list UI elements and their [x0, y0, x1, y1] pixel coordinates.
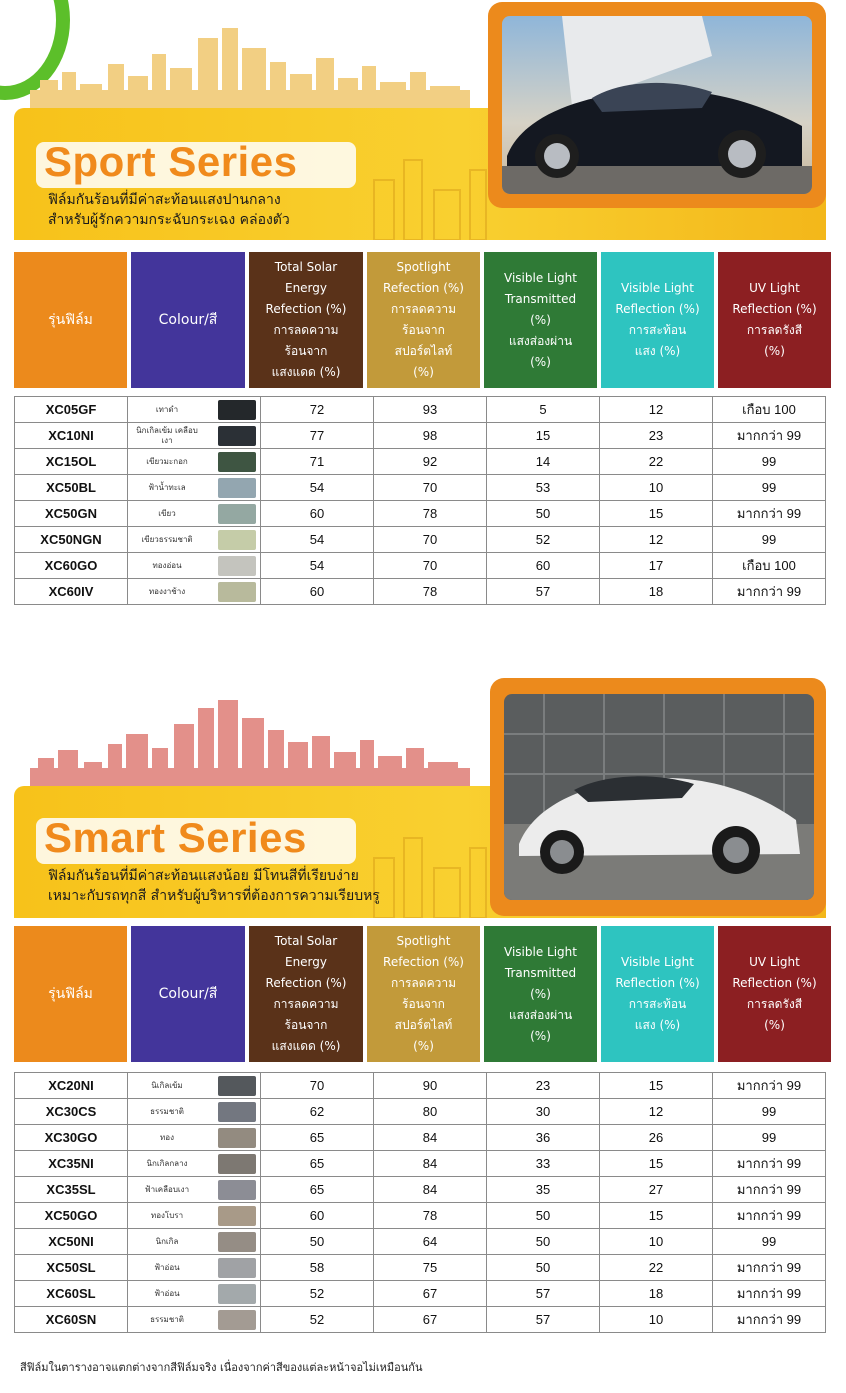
colour-swatch	[218, 1128, 256, 1148]
tser-cell: 71	[261, 449, 374, 475]
vlt-cell: 30	[487, 1099, 600, 1125]
table-row	[15, 1125, 826, 1151]
colour-cell	[128, 475, 261, 501]
spotlight-cell: 67	[374, 1281, 487, 1307]
vlr-cell: 15	[600, 501, 713, 527]
colour-name: นิกเกิล	[155, 1236, 179, 1246]
smart-series-subtitle	[48, 866, 380, 906]
vlr-cell: 18	[600, 579, 713, 605]
colour-cell	[128, 1125, 261, 1151]
spotlight-cell: 70	[374, 527, 487, 553]
spotlight-cell: 93	[374, 397, 487, 423]
table-row	[15, 553, 826, 579]
vlt-cell: 15	[487, 423, 600, 449]
subtitle-line: ฟิล์มกันร้อนที่มีค่าสะท้อนแสงปานกลาง	[48, 192, 281, 208]
vlt-cell: 52	[487, 527, 600, 553]
spotlight-cell: 67	[374, 1307, 487, 1333]
colour-swatch	[218, 1232, 256, 1252]
smart-car-photo	[504, 694, 814, 900]
model-cell: XC20NI	[15, 1073, 128, 1099]
vlt-cell: 36	[487, 1125, 600, 1151]
header-model: รุ่นฟิล์ม	[14, 926, 127, 1062]
colour-swatch	[218, 556, 256, 576]
tser-cell: 65	[261, 1125, 374, 1151]
uv-cell: มากกว่า 99	[713, 579, 826, 605]
vlt-cell: 57	[487, 1307, 600, 1333]
uv-cell: 99	[713, 1125, 826, 1151]
model-cell: XC50NGN	[15, 527, 128, 553]
spotlight-cell: 80	[374, 1099, 487, 1125]
table-row	[15, 1073, 826, 1099]
spotlight-cell: 84	[374, 1151, 487, 1177]
vlr-cell: 22	[600, 449, 713, 475]
colour-cell	[128, 1229, 261, 1255]
colour-swatch	[218, 582, 256, 602]
uv-cell: มากกว่า 99	[713, 501, 826, 527]
colour-cell	[128, 1099, 261, 1125]
colour-name: ธรรมชาติ	[150, 1314, 184, 1324]
spotlight-cell: 92	[374, 449, 487, 475]
model-cell: XC30GO	[15, 1125, 128, 1151]
colour-cell	[128, 553, 261, 579]
table-row	[15, 449, 826, 475]
colour-cell	[128, 501, 261, 527]
vlt-cell: 60	[487, 553, 600, 579]
tser-cell: 70	[261, 1073, 374, 1099]
uv-cell: มากกว่า 99	[713, 1281, 826, 1307]
table-row	[15, 1099, 826, 1125]
colour-swatch	[218, 530, 256, 550]
uv-cell: มากกว่า 99	[713, 1073, 826, 1099]
colour-name: นิเกิลเข้ม	[151, 1080, 183, 1090]
colour-cell	[128, 527, 261, 553]
colour-swatch	[218, 1258, 256, 1278]
table-row	[15, 501, 826, 527]
tser-cell: 50	[261, 1229, 374, 1255]
city-skyline-illustration	[30, 28, 470, 110]
model-cell: XC60SN	[15, 1307, 128, 1333]
colour-swatch	[218, 1310, 256, 1330]
colour-name: ฟ้าเคลือบเงา	[144, 1184, 190, 1194]
city-skyline-illustration	[30, 700, 470, 786]
model-cell: XC30CS	[15, 1099, 128, 1125]
header-uv-light: UV Light Reflection (%) การลดรังสี (%)	[718, 926, 831, 1062]
spotlight-cell: 98	[374, 423, 487, 449]
model-cell: XC50NI	[15, 1229, 128, 1255]
colour-swatch	[218, 426, 256, 446]
colour-swatch	[218, 1154, 256, 1174]
sport-table-header	[14, 252, 831, 388]
colour-name: เทาดำ	[155, 404, 179, 414]
tser-cell: 58	[261, 1255, 374, 1281]
header-colour: Colour/สี	[131, 926, 245, 1062]
vlr-cell: 15	[600, 1151, 713, 1177]
model-cell: XC50GO	[15, 1203, 128, 1229]
tser-cell: 62	[261, 1099, 374, 1125]
vlr-cell: 10	[600, 1229, 713, 1255]
spotlight-cell: 75	[374, 1255, 487, 1281]
vlr-cell: 27	[600, 1177, 713, 1203]
header-visible-light-reflection: Visible Light Reflection (%) การสะท้อน แสง (%)	[601, 926, 714, 1062]
table-row	[15, 475, 826, 501]
tser-cell: 60	[261, 1203, 374, 1229]
vlr-cell: 26	[600, 1125, 713, 1151]
header-total-solar: Total Solar Energy Refection (%) การลดความ ร้อนจาก แสงแดด (%)	[249, 926, 363, 1062]
uv-cell: 99	[713, 1229, 826, 1255]
model-cell: XC60IV	[15, 579, 128, 605]
table-row	[15, 1177, 826, 1203]
table-row	[15, 1229, 826, 1255]
colour-cell	[128, 1203, 261, 1229]
tser-cell: 54	[261, 527, 374, 553]
colour-name: นิกเกิลเข้ม เคลือบเงา	[136, 425, 198, 445]
colour-name: ฟ้าอ่อน	[154, 1262, 180, 1272]
colour-cell	[128, 579, 261, 605]
table-row	[15, 423, 826, 449]
uv-cell: เกือบ 100	[713, 397, 826, 423]
sport-car-photo	[502, 16, 812, 194]
uv-cell: 99	[713, 449, 826, 475]
sport-data-table	[14, 396, 826, 605]
colour-name: ทองงาช้าง	[148, 586, 186, 596]
uv-cell: มากกว่า 99	[713, 1177, 826, 1203]
model-cell: XC50SL	[15, 1255, 128, 1281]
colour-cell	[128, 1073, 261, 1099]
header-uv-light: UV Light Reflection (%) การลดรังสี (%)	[718, 252, 831, 388]
vlr-cell: 22	[600, 1255, 713, 1281]
vlt-cell: 50	[487, 1255, 600, 1281]
colour-swatch	[218, 1180, 256, 1200]
header-model: รุ่นฟิล์ม	[14, 252, 127, 388]
vlt-cell: 35	[487, 1177, 600, 1203]
subtitle-line: เหมาะกับรถทุกสี สำหรับผู้บริหารที่ต้องการความเรียบหรู	[48, 888, 380, 904]
colour-cell	[128, 449, 261, 475]
vlt-cell: 53	[487, 475, 600, 501]
table-row	[15, 1281, 826, 1307]
vlr-cell: 12	[600, 527, 713, 553]
vlt-cell: 50	[487, 1203, 600, 1229]
table-row	[15, 579, 826, 605]
spotlight-cell: 90	[374, 1073, 487, 1099]
smart-data-table	[14, 1072, 826, 1333]
colour-cell	[128, 423, 261, 449]
smart-table-header	[14, 926, 831, 1062]
tser-cell: 65	[261, 1151, 374, 1177]
uv-cell: 99	[713, 527, 826, 553]
header-spotlight: Spotlight Refection (%) การลดความ ร้อนจาก สปอร์ตไลท์ (%)	[367, 926, 480, 1062]
tser-cell: 72	[261, 397, 374, 423]
table-row	[15, 397, 826, 423]
header-visible-light-reflection: Visible Light Reflection (%) การสะท้อน แสง (%)	[601, 252, 714, 388]
subtitle-line: ฟิล์มกันร้อนที่มีค่าสะท้อนแสงน้อย มีโทนสีที่เรียบง่าย	[48, 868, 359, 884]
spotlight-cell: 64	[374, 1229, 487, 1255]
vlr-cell: 17	[600, 553, 713, 579]
colour-name: เขียวธรรมชาติ	[141, 534, 193, 544]
spotlight-cell: 84	[374, 1125, 487, 1151]
sport-series-section	[0, 0, 846, 610]
model-cell: XC60GO	[15, 553, 128, 579]
colour-swatch	[218, 504, 256, 524]
colour-name: ฟ้าน้ำทะเล	[148, 482, 186, 492]
header-visible-light-transmitted: Visible Light Transmitted (%) แสงส่องผ่าน (%)	[484, 926, 597, 1062]
header-visible-light-transmitted: Visible Light Transmitted (%) แสงส่องผ่าน (%)	[484, 252, 597, 388]
uv-cell: 99	[713, 475, 826, 501]
colour-name: ฟ้าอ่อน	[154, 1288, 180, 1298]
vlr-cell: 12	[600, 1099, 713, 1125]
colour-name: นิกเกิลกลาง	[146, 1158, 188, 1168]
spotlight-cell: 78	[374, 579, 487, 605]
vlt-cell: 50	[487, 501, 600, 527]
sport-series-title: Sport Series	[44, 138, 298, 185]
smart-series-title: Smart Series	[44, 814, 307, 861]
model-cell: XC50GN	[15, 501, 128, 527]
model-cell: XC15OL	[15, 449, 128, 475]
table-row	[15, 1203, 826, 1229]
colour-name: ทองโบรา	[150, 1210, 184, 1220]
spotlight-cell: 70	[374, 553, 487, 579]
model-cell: XC50BL	[15, 475, 128, 501]
vlt-cell: 23	[487, 1073, 600, 1099]
colour-name: เขียว	[158, 508, 176, 518]
vlt-cell: 5	[487, 397, 600, 423]
colour-name: ธรรมชาติ	[150, 1106, 184, 1116]
table-row	[15, 527, 826, 553]
uv-cell: มากกว่า 99	[713, 1151, 826, 1177]
model-cell: XC35NI	[15, 1151, 128, 1177]
vlr-cell: 10	[600, 475, 713, 501]
colour-cell	[128, 1255, 261, 1281]
tser-cell: 52	[261, 1281, 374, 1307]
subtitle-line: สำหรับผู้รักความกระฉับกระเฉง คล่องตัว	[48, 212, 290, 228]
spotlight-cell: 70	[374, 475, 487, 501]
uv-cell: มากกว่า 99	[713, 1307, 826, 1333]
model-cell: XC35SL	[15, 1177, 128, 1203]
tser-cell: 77	[261, 423, 374, 449]
sport-series-subtitle	[48, 190, 290, 230]
colour-cell	[128, 1307, 261, 1333]
colour-swatch	[218, 1102, 256, 1122]
colour-cell	[128, 1151, 261, 1177]
colour-name: ทอง	[160, 1132, 174, 1142]
colour-swatch	[218, 1284, 256, 1304]
colour-cell	[128, 397, 261, 423]
uv-cell: 99	[713, 1099, 826, 1125]
header-colour: Colour/สี	[131, 252, 245, 388]
model-cell: XC10NI	[15, 423, 128, 449]
table-row	[15, 1151, 826, 1177]
vlr-cell: 18	[600, 1281, 713, 1307]
vlt-cell: 50	[487, 1229, 600, 1255]
tser-cell: 54	[261, 553, 374, 579]
colour-cell	[128, 1281, 261, 1307]
header-spotlight: Spotlight Refection (%) การลดความ ร้อนจาก สปอร์ตไลท์ (%)	[367, 252, 480, 388]
uv-cell: เกือบ 100	[713, 553, 826, 579]
colour-name: ทองอ่อน	[152, 560, 182, 570]
smart-series-section	[0, 670, 846, 1350]
uv-cell: มากกว่า 99	[713, 1255, 826, 1281]
vlr-cell: 10	[600, 1307, 713, 1333]
spotlight-cell: 78	[374, 501, 487, 527]
colour-cell	[128, 1177, 261, 1203]
header-total-solar: Total Solar Energy Refection (%) การลดความ ร้อนจาก แสงแดด (%)	[249, 252, 363, 388]
colour-swatch	[218, 1206, 256, 1226]
vlt-cell: 57	[487, 579, 600, 605]
table-row	[15, 1255, 826, 1281]
tser-cell: 54	[261, 475, 374, 501]
tser-cell: 60	[261, 501, 374, 527]
colour-swatch	[218, 400, 256, 420]
spotlight-cell: 84	[374, 1177, 487, 1203]
colour-swatch	[218, 478, 256, 498]
spotlight-cell: 78	[374, 1203, 487, 1229]
vlr-cell: 12	[600, 397, 713, 423]
vlt-cell: 57	[487, 1281, 600, 1307]
vlr-cell: 15	[600, 1203, 713, 1229]
colour-swatch	[218, 452, 256, 472]
vlt-cell: 33	[487, 1151, 600, 1177]
table-row	[15, 1307, 826, 1333]
model-cell: XC05GF	[15, 397, 128, 423]
tser-cell: 60	[261, 579, 374, 605]
vlr-cell: 23	[600, 423, 713, 449]
colour-name: เขียวมะกอก	[146, 456, 188, 466]
vlr-cell: 15	[600, 1073, 713, 1099]
model-cell: XC60SL	[15, 1281, 128, 1307]
uv-cell: มากกว่า 99	[713, 1203, 826, 1229]
tser-cell: 52	[261, 1307, 374, 1333]
tser-cell: 65	[261, 1177, 374, 1203]
uv-cell: มากกว่า 99	[713, 423, 826, 449]
colour-disclaimer-footnote: สีฟิล์มในตารางอาจแตกต่างจากสีฟิล์มจริง เนื่องจากค่าสีของแต่ละหน้าจอไม่เหมือนกัน	[20, 1361, 423, 1374]
vlt-cell: 14	[487, 449, 600, 475]
colour-swatch	[218, 1076, 256, 1096]
